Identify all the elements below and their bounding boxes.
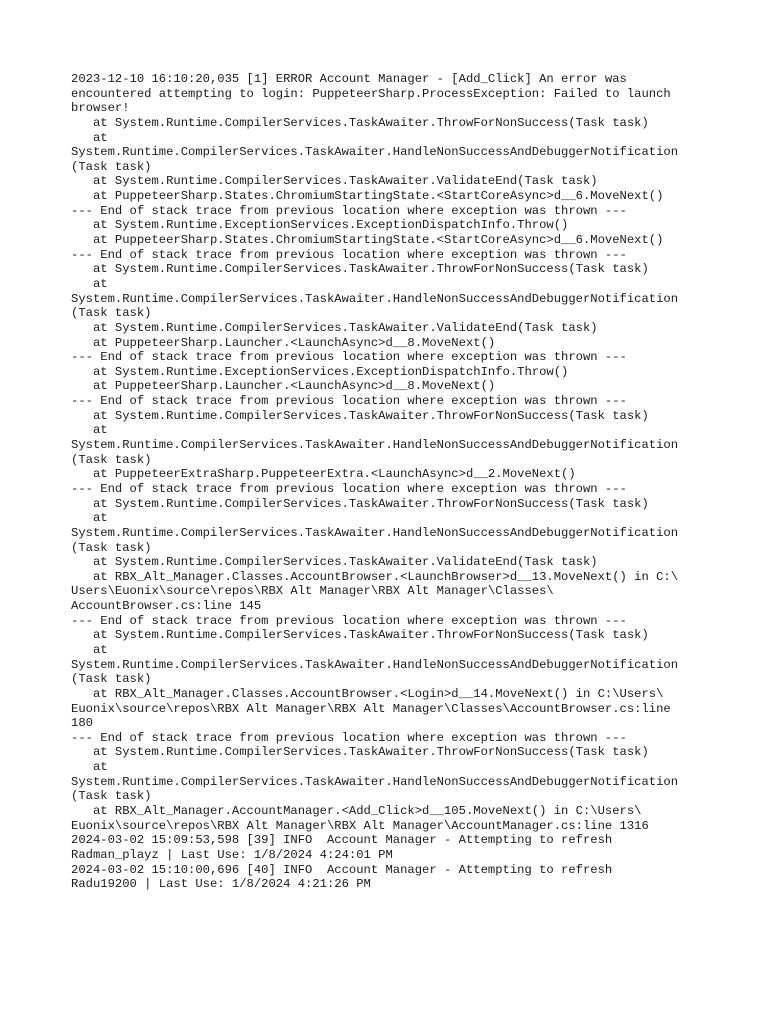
log-line: encountered attempting to login: PuppeteerSharp.ProcessException: Failed to launch	[71, 86, 671, 101]
log-line: Users\Euonix\source\repos\RBX Alt Manager\RBX Alt Manager\Classes\	[71, 584, 554, 599]
log-line: at System.Runtime.CompilerServices.TaskAwaiter.ValidateEnd(Task task)	[71, 320, 598, 335]
log-line: at PuppeteerSharp.States.ChromiumStartingState.<StartCoreAsync>d__6.MoveNext()	[71, 189, 664, 204]
log-line: Radman_playz | Last Use: 1/8/2024 4:24:01 PM	[71, 847, 393, 862]
log-line: (Task task)	[71, 672, 152, 687]
log-line: at	[71, 276, 108, 291]
log-line: at	[71, 760, 108, 775]
log-line: at System.Runtime.CompilerServices.TaskAwaiter.ThrowForNonSuccess(Task task)	[71, 628, 649, 643]
log-line: at System.Runtime.CompilerServices.TaskAwaiter.ValidateEnd(Task task)	[71, 555, 598, 570]
log-line: at PuppeteerSharp.States.ChromiumStartingState.<StartCoreAsync>d__6.MoveNext()	[71, 233, 664, 248]
log-line: Radu19200 | Last Use: 1/8/2024 4:21:26 PM	[71, 877, 371, 892]
log-line: at System.Runtime.CompilerServices.TaskAwaiter.ValidateEnd(Task task)	[71, 174, 598, 189]
log-line: at System.Runtime.CompilerServices.TaskAwaiter.ThrowForNonSuccess(Task task)	[71, 262, 649, 277]
log-line: 2023-12-10 16:10:20,035 [1] ERROR Account Manager - [Add_Click] An error was	[71, 72, 627, 86]
log-line: (Task task)	[71, 159, 152, 174]
log-line: --- End of stack trace from previous location where exception was thrown ---	[71, 203, 627, 218]
log-line: System.Runtime.CompilerServices.TaskAwaiter.HandleNonSuccessAndDebuggerNotification	[71, 438, 679, 453]
log-line: at System.Runtime.CompilerServices.TaskAwaiter.ThrowForNonSuccess(Task task)	[71, 408, 649, 423]
log-line: at PuppeteerSharp.Launcher.<LaunchAsync>d__8.MoveNext()	[71, 335, 496, 350]
log-line: at	[71, 642, 108, 657]
log-line: System.Runtime.CompilerServices.TaskAwaiter.HandleNonSuccessAndDebuggerNotification	[71, 657, 679, 672]
log-line: 2024-03-02 15:10:00,696 [40] INFO Account Manager - Attempting to refresh	[71, 862, 613, 877]
log-line: --- End of stack trace from previous location where exception was thrown ---	[71, 730, 627, 745]
log-line: (Task task)	[71, 540, 152, 555]
log-line: at RBX_Alt_Manager.AccountManager.<Add_Click>d__105.MoveNext() in C:\Users\	[71, 804, 642, 819]
log-line: at RBX_Alt_Manager.Classes.AccountBrowser.<LaunchBrowser>d__13.MoveNext() in C:\	[71, 569, 679, 584]
log-line: at	[71, 130, 108, 145]
log-line: at System.Runtime.CompilerServices.TaskAwaiter.ThrowForNonSuccess(Task task)	[71, 496, 649, 511]
log-line: at	[71, 423, 108, 438]
log-line: --- End of stack trace from previous location where exception was thrown ---	[71, 613, 627, 628]
log-line: System.Runtime.CompilerServices.TaskAwaiter.HandleNonSuccessAndDebuggerNotification	[71, 145, 679, 160]
log-line: at PuppeteerExtraSharp.PuppeteerExtra.<LaunchAsync>d__2.MoveNext()	[71, 467, 576, 482]
log-line: --- End of stack trace from previous location where exception was thrown ---	[71, 481, 627, 496]
log-line: System.Runtime.CompilerServices.TaskAwaiter.HandleNonSuccessAndDebuggerNotification	[71, 525, 679, 540]
log-line: at System.Runtime.ExceptionServices.ExceptionDispatchInfo.Throw()	[71, 218, 569, 233]
log-line: AccountBrowser.cs:line 145	[71, 599, 262, 614]
log-line: browser!	[71, 101, 130, 116]
log-line: at	[71, 511, 108, 526]
log-line: --- End of stack trace from previous location where exception was thrown ---	[71, 247, 627, 262]
log-line: System.Runtime.CompilerServices.TaskAwaiter.HandleNonSuccessAndDebuggerNotification	[71, 291, 679, 306]
log-line: at PuppeteerSharp.Launcher.<LaunchAsync>d__8.MoveNext()	[71, 379, 496, 394]
log-line: (Task task)	[71, 306, 152, 321]
log-line: (Task task)	[71, 452, 152, 467]
log-line: 2024-03-02 15:09:53,598 [39] INFO Account Manager - Attempting to refresh	[71, 833, 613, 848]
log-line: at System.Runtime.CompilerServices.TaskAwaiter.ThrowForNonSuccess(Task task)	[71, 115, 649, 130]
log-line: 180	[71, 716, 93, 731]
log-line: at System.Runtime.ExceptionServices.ExceptionDispatchInfo.Throw()	[71, 364, 569, 379]
log-text-block	[71, 72, 731, 892]
log-line: at System.Runtime.CompilerServices.TaskAwaiter.ThrowForNonSuccess(Task task)	[71, 745, 649, 760]
log-line: at RBX_Alt_Manager.Classes.AccountBrowser.<Login>d__14.MoveNext() in C:\Users\	[71, 686, 664, 701]
log-line: --- End of stack trace from previous location where exception was thrown ---	[71, 350, 627, 365]
log-line: --- End of stack trace from previous location where exception was thrown ---	[71, 394, 627, 409]
log-line: Euonix\source\repos\RBX Alt Manager\RBX Alt Manager\AccountManager.cs:line 1316	[71, 818, 649, 833]
log-line: (Task task)	[71, 789, 152, 804]
log-line: System.Runtime.CompilerServices.TaskAwaiter.HandleNonSuccessAndDebuggerNotification	[71, 774, 679, 789]
log-line: Euonix\source\repos\RBX Alt Manager\RBX Alt Manager\Classes\AccountBrowser.cs:line	[71, 701, 671, 716]
